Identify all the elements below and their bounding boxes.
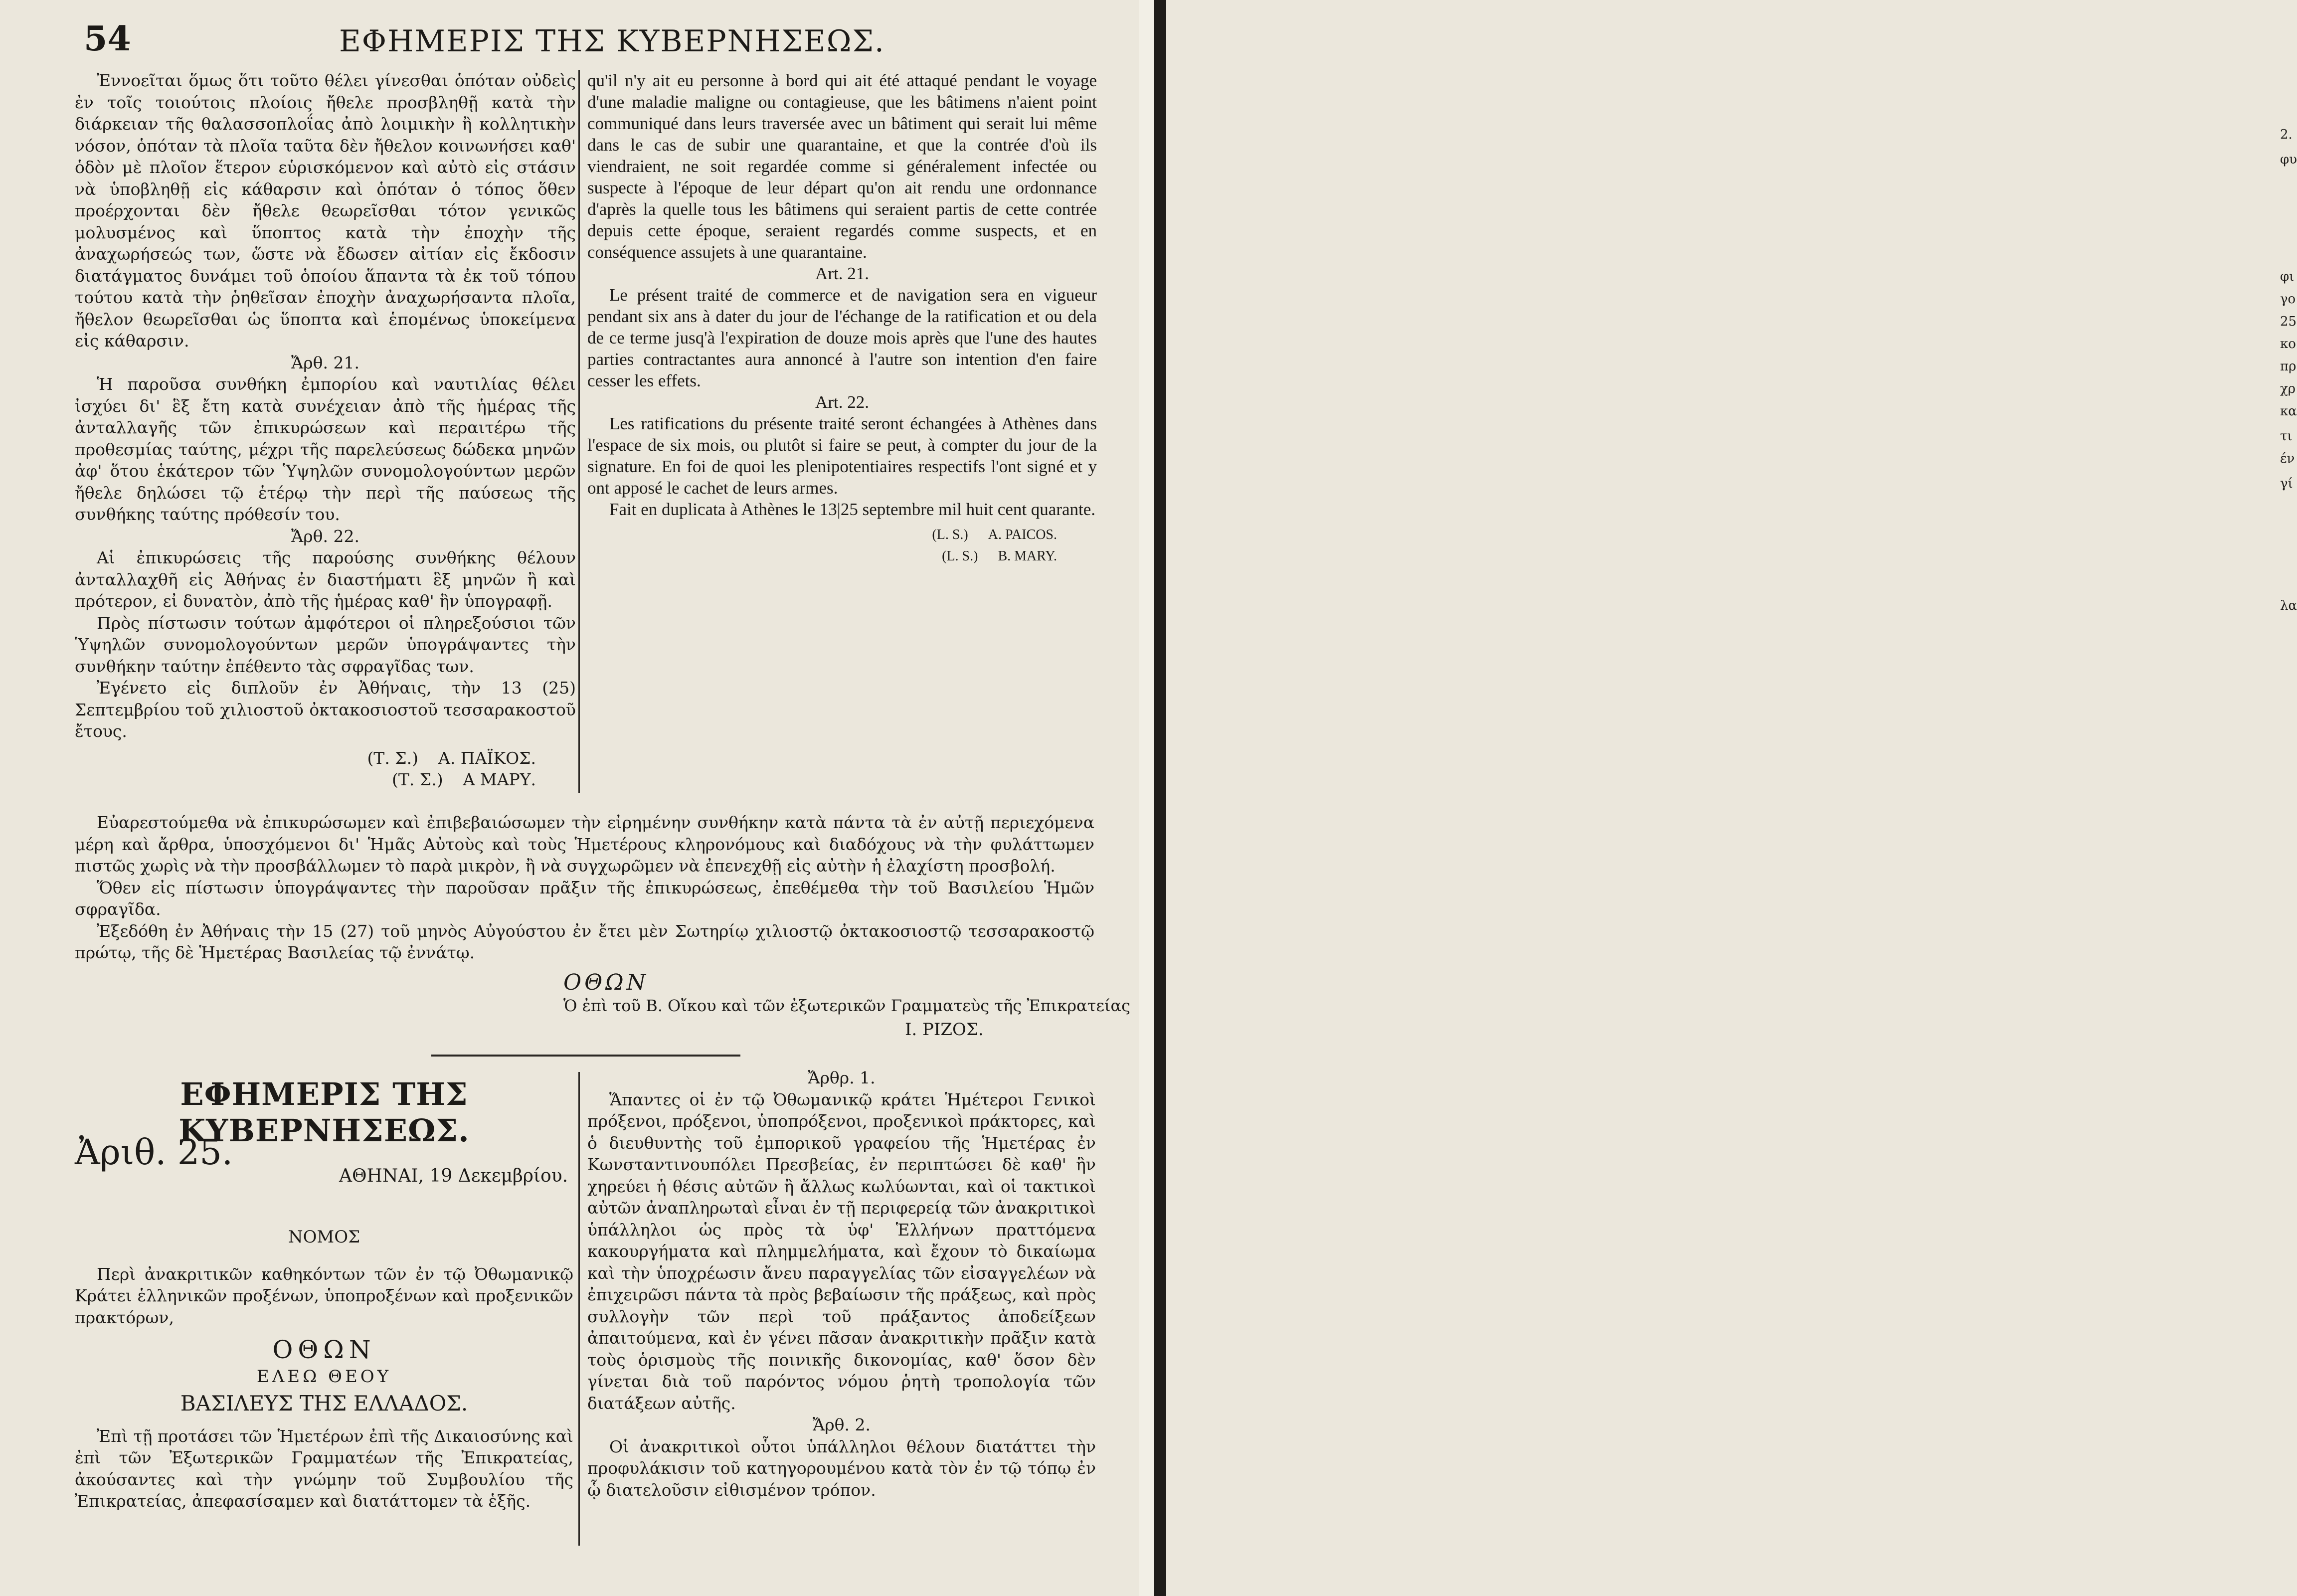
- seal-mark: (Τ. Σ.): [367, 748, 418, 768]
- edge-fragment: λα: [2280, 598, 2297, 613]
- by-grace-of-god: ΕΛΕΩ ΘΕΟΥ: [256, 1366, 392, 1387]
- french-signature-2: [587, 545, 1097, 567]
- seal-mark: (L. S.): [932, 527, 968, 542]
- signatory-name: B. MARY.: [998, 548, 1057, 564]
- french-paragraph-2: Le présent traité de commerce et de navigation sera en vigueur pendant six ans à dater du jour de l'échange de la ratification et ou dela de ce terme jusq'à l'expiration de douze mois après que l'une des hautes parties contractantes aura annoncé à l'autre son intention d'en faire cesser les effets.: [587, 285, 1097, 390]
- greek-paragraph-5: Ἐγένετο εἰς διπλοῦν ἐν Ἀθήναις, τὴν 13 (25) Σεπτεμβρίου τοῦ χιλιοστοῦ ὀκτακοσιοστοῦ τεσσαρακοστοῦ ἔτους.: [75, 678, 576, 741]
- edge-fragment: κα: [2280, 404, 2297, 419]
- law-preamble-text: Ἐπὶ τῇ προτάσει τῶν Ἡμετέρων ἐπὶ τῆς Δικαιοσύνης καὶ ἐπὶ τῶν Ἐξωτερικῶν Γραμματέων τῆς Ἐπικρατείας, ἀκούσαντες καὶ τὴν γνώμην τοῦ Συμβουλίου τῆς Ἐπικρατείας, ἀπεφασίσαμεν καὶ διατάττομεν τὰ ἑξῆς.: [75, 1426, 573, 1511]
- top-greek-column: [75, 70, 576, 791]
- minister-name: Ι. ΡΙΖΟΣ.: [905, 1020, 984, 1040]
- issue-dateline: ΑΘΗΝΑΙ, 19 Δεκεμβρίου.: [339, 1166, 568, 1186]
- law-heading: ΝΟΜΟΣ: [288, 1227, 360, 1247]
- law-article-2-text: Οἱ ἀνακριτικοὶ οὗτοι ὑπάλληλοι θέλουν διατάττει τὴν προφυλάκισιν τοῦ κατηγορουμένου κατὰ τὸν ἐν τῷ τόπῳ ἐν ᾧ διατελοῦσιν εἰθισμένον τρόπον.: [587, 1436, 1096, 1500]
- column-rule-bottom: [578, 1072, 580, 1546]
- law-article-2-heading: Ἄρθ. 2.: [813, 1415, 871, 1434]
- law-article-1-heading: Ἄρθρ. 1.: [808, 1068, 876, 1087]
- edge-fragment: τι: [2280, 429, 2293, 444]
- king-signature: ΟΘΩΝ: [563, 970, 649, 995]
- edge-fragment: φυ: [2280, 152, 2297, 167]
- law-articles-column: [587, 1067, 1096, 1501]
- issue-title: ΕΦΗΜΕΡΙΣ ΤΗΣ ΚΥΒΕΡΝΗΣΕΩΣ.: [178, 1076, 470, 1149]
- edge-fragment: φι: [2280, 269, 2295, 284]
- signatory-name: Α. ΠΑΪΚΟΣ.: [438, 748, 536, 768]
- edge-fragment: έν: [2280, 451, 2295, 466]
- king-title: ΒΑΣΙΛΕΥΣ ΤΗΣ ΕΛΛΑΔΟΣ.: [180, 1391, 468, 1416]
- column-rule-top: [578, 70, 580, 793]
- greek-paragraph-2: Ἡ παροῦσα συνθήκη ἐμπορίου καὶ ναυτιλίας θέλει ἰσχύει δι' ἓξ ἔτη κατὰ συνέχειαν ἀπὸ τῆς ἡμέρας τῆς ἀνταλλαγῆς τῶν ἐπικυρώσεων καὶ περαιτέρω τῆς προθεσμίας ταύτης, μέχρι τῆς παρελεύσεως δώδεκα μηνῶν ἀφ' ὅτου ἑκάτερον τῶν Ὑψηλῶν συνομολογούντων μερῶν ἤθελε δηλώσει τῷ ἑτέρῳ τὴν περὶ τῆς παύσεως τῆς συνθήκης ταύτης πρόθεσίν του.: [75, 374, 576, 524]
- top-french-column: [587, 70, 1097, 567]
- french-paragraph-1: qu'il n'y ait eu personne à bord qui ait été attaqué pendant le voyage d'une maladie maligne ou contagieuse, que les bâtimens n'aient point communiqué dans leurs traversée avec un bâtiment qui serait lui même dans le cas de subir une quarantaine, et que la contrée d'où ils viendraient, ne soit regardée comme si généralement infectée ou suspecte à l'époque de leur départ qu'on ait rendu une ordonnance d'après la quelle tous les bâtimens qui seraient partis de cette contrée depuis cette époque, seraient regardés comme suspects, et en conséquence assujets à une quarantaine.: [587, 71, 1097, 262]
- greek-signature-1: [75, 747, 576, 769]
- edge-fragment: χρ: [2280, 381, 2296, 396]
- law-subject: Περὶ ἀνακριτικῶν καθηκόντων τῶν ἐν τῷ Ὀθωμανικῷ Κράτει ἑλληνικῶν προξένων, ὑποπροξένων καὶ προξενικῶν πρακτόρων,: [75, 1264, 573, 1327]
- law-article-1-text: Ἅπαντες οἱ ἐν τῷ Ὀθωμανικῷ κράτει Ἡμέτεροι Γενικοὶ πρόξενοι, πρόξενοι, ὑποπρόξενοι, προξενικοὶ πράκτορες, καὶ ὁ διευθυντὴς τοῦ ἐμπορικοῦ γραφείου τῆς Ἡμετέρας ἐν Κωνσταντινουπόλει Πρεσβείας, ἐν περιπτώσει δὲ καθ' ἣν χηρεύει ἡ θέσις αὐτῶν ἢ ἄλλως κωλύωνται, καὶ οἱ τακτικοὶ αὐτῶν ἀναπληρωταὶ εἶναι ἐν τῇ περιφερείᾳ τῶν ἀνακριτικοὶ ὑπάλληλοι ὡς πρὸς τὰ ὑφ' Ἑλλήνων πραττόμενα κακουργήματα καὶ πλημμελήματα, καὶ ἔχουν τὸ δικαίωμα καὶ τὴν ὑποχρέωσιν ἄνευ παραγγελίας τῶν εἰσαγγελέων νὰ ἐπιχειρῶσι πάντα τὰ πρὸς βεβαίωσιν τῆς πράξεως, καὶ πρὸς συλλογὴν τῶν περὶ τοῦ πράξαντος ἀποδείξεων ἀπαιτούμενα, καὶ ἐν γένει πᾶσαν ἀνακριτικὴν πρᾶξιν κατὰ τοὺς ὁρισμοὺς τῆς ποινικῆς δικονομίας, καθ' ὅσον δὲν γίνεται διὰ τοῦ παρόντος νόμου ῥητὴ τροπολογία τῶν διατάξεων αὐτῆς.: [587, 1089, 1096, 1413]
- law-preamble-column: [75, 1227, 573, 1512]
- king-name: ΟΘΩΝ: [272, 1335, 376, 1364]
- page-number: 54: [84, 19, 131, 59]
- ratification-paragraph-1: Εὐαρεστούμεθα νὰ ἐπικυρώσωμεν καὶ ἐπιβεβαιώσωμεν τὴν εἰρημένην συνθήκην κατὰ πάντα τὰ ἐν αὐτῇ περιεχόμενα μέρη καὶ ἄρθρα, ὑποσχόμενοι δι' Ἡμᾶς Αὐτοὺς καὶ τοὺς Ἡμετέρους κληρονόμους καὶ διαδόχους νὰ τὴν φυλάττωμεν πιστῶς χωρὶς νὰ τὴν προσβάλλωμεν τὸ παρὰ μικρὸν, ἢ νὰ συγχωρῶμεν νὰ ἐπενεχθῇ εἰς αὐτὴν ἡ ἐλαχίστη προσβολή.: [75, 813, 1094, 876]
- edge-fragment: 25: [2280, 314, 2297, 329]
- greek-article-22-heading: Ἄρθ. 22.: [291, 526, 359, 546]
- french-signature-1: [587, 524, 1097, 545]
- french-paragraph-3: Les ratifications du présente traité seront échangées à Athènes dans l'espace de six mois, ou plutôt si faire se peut, à compter du jour de la signature. En foi de quoi les plenipotentiaires respectifs l'ont signé et y ont apposé le cachet de leurs armes.: [587, 414, 1097, 498]
- edge-fragment: 2.: [2280, 127, 2293, 142]
- french-article-21-heading: Art. 21.: [815, 264, 869, 283]
- seal-mark: (L. S.): [942, 548, 978, 564]
- french-paragraph-4: Fait en duplicata à Athènes le 13|25 septembre mil huit cent quarante.: [609, 500, 1096, 519]
- ratification-block: [75, 812, 1094, 964]
- running-title: ΕΦΗΜΕΡΙΣ ΤΗΣ ΚΥΒΕΡΝΗΣΕΩΣ.: [339, 24, 885, 59]
- greek-article-21-heading: Ἄρθ. 21.: [291, 353, 359, 372]
- french-article-22-heading: Art. 22.: [815, 392, 869, 412]
- greek-paragraph-4: Πρὸς πίστωσιν τούτων ἀμφότεροι οἱ πληρεξούσιοι τῶν Ὑψηλῶν συνομολογούντων μερῶν ὑπογράψαντες τὴν συνθήκην ταύτην ἐπέθεντο τὰς σφραγῖδας των.: [75, 613, 576, 676]
- edge-fragment: γο: [2280, 292, 2296, 307]
- ratification-paragraph-2: Ὅθεν εἰς πίστωσιν ὑπογράψαντες τὴν παροῦσαν πρᾶξιν τῆς ἐπικυρώσεως, ἐπεθέμεθα τὴν τοῦ Βασιλείου Ἡμῶν σφραγῖδα.: [75, 878, 1094, 919]
- signatory-name: A. PAICOS.: [988, 527, 1057, 542]
- adjacent-page-strip: [1139, 0, 2297, 1596]
- book-gutter: [1154, 0, 1166, 1596]
- greek-paragraph-3: Αἱ ἐπικυρώσεις τῆς παρούσης συνθήκης θέλουν ἀνταλλαχθῆ εἰς Ἀθήνας ἐν διαστήματι ἓξ μηνῶν ἢ καὶ πρότερον, εἰ δυνατὸν, ἀπὸ τῆς ἡμέρας καθ' ἣν ὑπογραφῇ.: [75, 548, 576, 611]
- issue-number: Ἀριθ. 25.: [75, 1132, 233, 1173]
- signatory-name: Α ΜΑΡΥ.: [463, 770, 536, 789]
- greek-paragraph-1: Ἐννοεῖται ὅμως ὅτι τοῦτο θέλει γίνεσθαι ὁπόταν οὐδεὶς ἐν τοῖς τοιούτοις πλοίοις ἤθελε προσβληθῇ κατὰ τὴν διάρκειαν τῆς θαλασσοπλοΐας ἀπὸ λοιμικὴν ἢ κολλητικὴν νόσον, ὁπόταν τὰ πλοῖα ταῦτα δὲν ἤθελον κοινωνήσει καθ' ὁδὸν μὲ πλοῖον ἕτερον εὑρισκόμενον καὶ αὐτὸ εἰς στάσιν νὰ ὑποβληθῇ εἰς κάθαρσιν καὶ ὁπόταν ὁ τόπος ὅθεν προέρχονται δὲν ἤθελε θεωρεῖσθαι τότον γενικῶς μολυσμένος καὶ ὕποπτος κατὰ τὴν ἐποχὴν τῆς ἀναχωρήσεώς των, ὥστε νὰ ἔδωσεν αἰτίαν εἰς ἔκδοσιν διατάγματος δυνάμει τοῦ ὁποίου ἅπαντα τὰ ἐκ τοῦ τόπου τούτου κατὰ τὴν ῥηθεῖσαν ἐποχὴν ἀναχωρήσαντα πλοῖα, ἤθελον θεωρεῖσθαι ὡς ὕποπτα καὶ ἑπομένως ὑποκείμενα εἰς κάθαρσιν.: [75, 71, 576, 351]
- seal-mark: (Τ. Σ.): [392, 770, 443, 789]
- minister-title: Ὁ ἐπὶ τοῦ Β. Οἴκου καὶ τῶν ἐξωτερικῶν Γραμματεὺς τῆς Ἐπικρατείας: [563, 996, 1130, 1015]
- greek-signature-2: [75, 769, 576, 791]
- ratification-paragraph-3: Ἐξεδόθη ἐν Ἀθήναις τὴν 15 (27) τοῦ μηνὸς Αὐγούστου ἐν ἔτει μὲν Σωτηρίῳ χιλιοστῷ ὀκτακοσιοστῷ τεσσαρακοστῷ πρώτῳ, τῆς δὲ Ἡμετέρας Βασιλείας τῷ ἐννάτῳ.: [75, 921, 1094, 962]
- section-divider: [431, 1055, 740, 1057]
- edge-fragment: γί: [2280, 476, 2293, 491]
- edge-fragment: πρ: [2280, 359, 2297, 374]
- edge-fragment: κο: [2280, 337, 2296, 352]
